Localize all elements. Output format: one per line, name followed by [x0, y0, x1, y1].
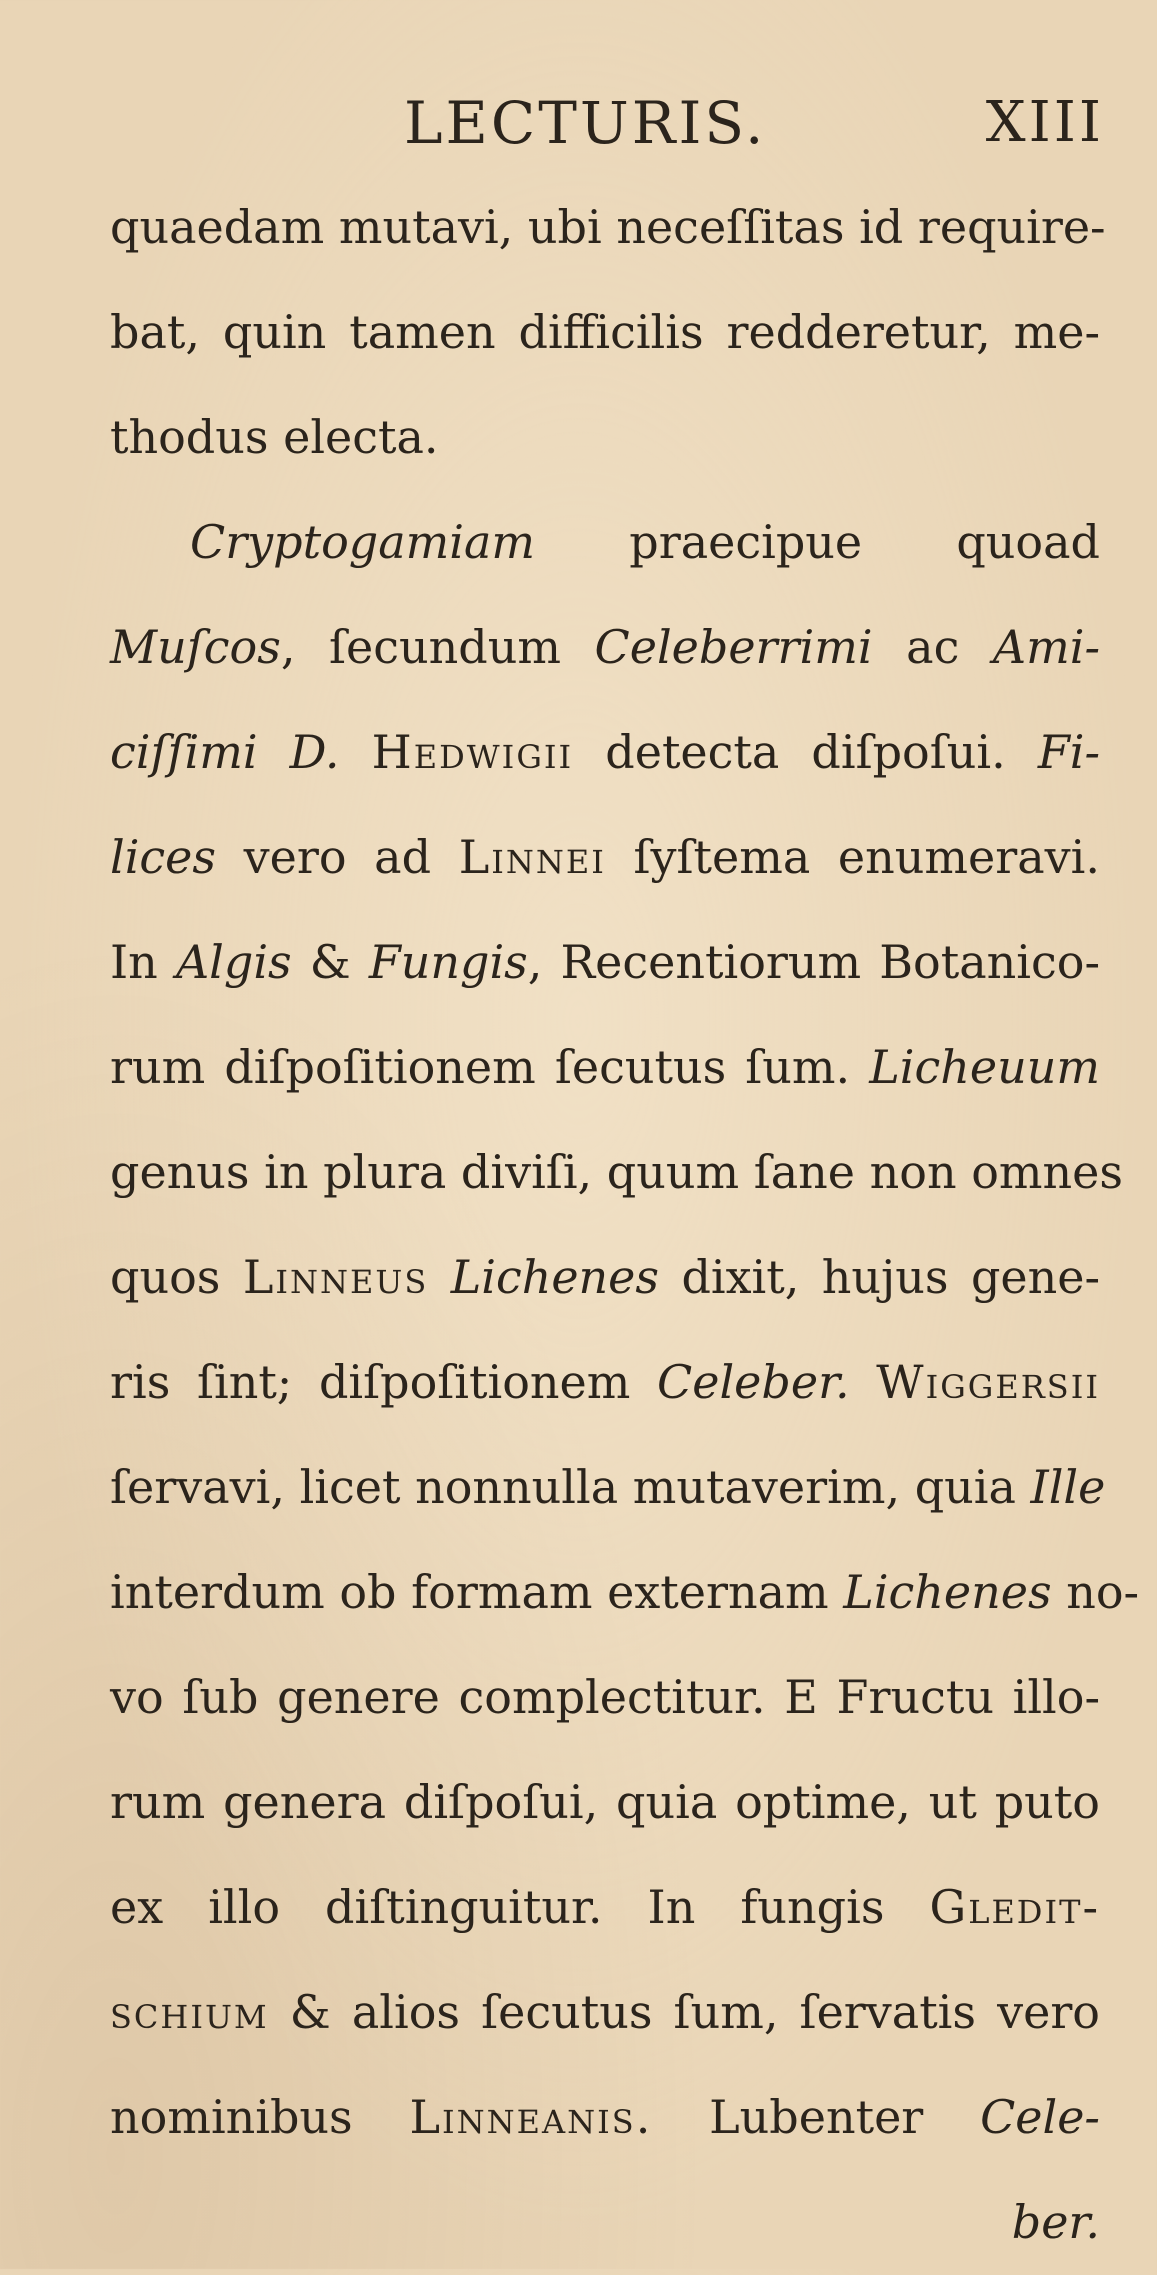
small-caps-name: Linnei [458, 830, 606, 884]
text-line [110, 1435, 1106, 1540]
text-run: In [110, 935, 176, 989]
page-number: XIII [985, 90, 1104, 155]
text-run: ris ſint; diſpoſitionem [110, 1355, 658, 1409]
italic-text: Cele- [980, 2090, 1100, 2144]
text-line [110, 2170, 1100, 2275]
text-run: bat, quin tamen difficilis redderetur, me- [110, 305, 1100, 359]
text-run: ex illo diſtinguitur. In fungis [110, 1880, 930, 1934]
text-line [110, 1645, 1100, 1750]
italic-text: lices [110, 830, 217, 884]
italic-text: Muſcos [110, 620, 281, 674]
small-caps-name: schium [110, 1985, 269, 2039]
text-run: ſyſtema enumeravi. [605, 830, 1100, 884]
italic-text: Lichenes [450, 1250, 660, 1304]
small-caps-name: Linneus [242, 1250, 429, 1304]
text-run: rum diſpoſitionem ſecutus ſum. [110, 1040, 870, 1094]
text-run: ac [872, 620, 993, 674]
small-caps-name: Hedwigii [371, 725, 574, 779]
text-line [110, 175, 1106, 280]
italic-text: ber. [1011, 2195, 1100, 2249]
text-run: rum genera diſpoſui, quia optime, ut puto [110, 1775, 1100, 1829]
text-run: Lubenter [652, 2090, 981, 2144]
text-line [110, 1960, 1100, 2065]
text-run: interdum ob formam externam [110, 1565, 844, 1619]
italic-text: Ille [1030, 1460, 1106, 1514]
text-run: , Recentiorum Botanico- [527, 935, 1100, 989]
text-run: dixit, hujus gene- [659, 1250, 1101, 1304]
text-line [110, 1015, 1100, 1120]
text-run: genus in plura diviſi, quum ſane non omnes [110, 1145, 1123, 1199]
text-run: detecta diſpoſui. [573, 725, 1038, 779]
small-caps-name: Linneanis. [409, 2090, 653, 2144]
text-line [110, 2065, 1100, 2170]
text-line [110, 280, 1100, 385]
italic-text: Celeber. [657, 1355, 850, 1409]
small-caps-name: Gledit- [929, 1880, 1100, 1934]
page-header [404, 88, 1104, 158]
text-line [110, 1855, 1100, 1960]
running-head: LECTURIS. [404, 89, 767, 157]
text-line [110, 805, 1100, 910]
text-line [110, 1120, 1123, 1225]
text-run: no- [1051, 1565, 1140, 1619]
text-run: vo ſub genere complectitur. E Fructu illo- [110, 1670, 1100, 1724]
text-run: vero ad [216, 830, 459, 884]
text-run: & alios ſecutus ſum, ſervatis vero [268, 1985, 1100, 2039]
italic-text: ciſſimi D. [110, 725, 340, 779]
text-line [110, 910, 1100, 1015]
text-run: praecipue quoad [535, 515, 1100, 569]
italic-text: Fungis [368, 935, 528, 989]
text-run [850, 1355, 877, 1409]
text-run: & [291, 935, 369, 989]
text-line [110, 1225, 1100, 1330]
text-line [110, 490, 1100, 595]
text-run: quaedam mutavi, ubi neceſſitas id require- [110, 200, 1106, 254]
italic-text: Lichenes [843, 1565, 1052, 1619]
body-text [110, 175, 1140, 2275]
italic-text: Cryptogamiam [190, 515, 536, 569]
text-line [110, 1750, 1100, 1855]
text-line [110, 1540, 1140, 1645]
text-run: quos [110, 1250, 243, 1304]
italic-text: Ami- [992, 620, 1100, 674]
text-line [110, 595, 1100, 700]
italic-text: Algis [175, 935, 292, 989]
text-run: ſervavi, licet nonnulla mutaverim, quia [110, 1460, 1031, 1514]
italic-text: Fi- [1037, 725, 1101, 779]
text-line [110, 700, 1100, 805]
text-line [110, 385, 1100, 490]
text-run: thodus electa. [110, 410, 439, 464]
text-run: , ſecundum [280, 620, 595, 674]
italic-text: Licheuum [869, 1040, 1100, 1094]
text-run [428, 1250, 450, 1304]
text-line [110, 1330, 1100, 1435]
italic-text: Celeberrimi [594, 620, 873, 674]
small-caps-name: Wiggersii [876, 1355, 1100, 1409]
text-run: nominibus [110, 2090, 410, 2144]
text-run [340, 725, 372, 779]
